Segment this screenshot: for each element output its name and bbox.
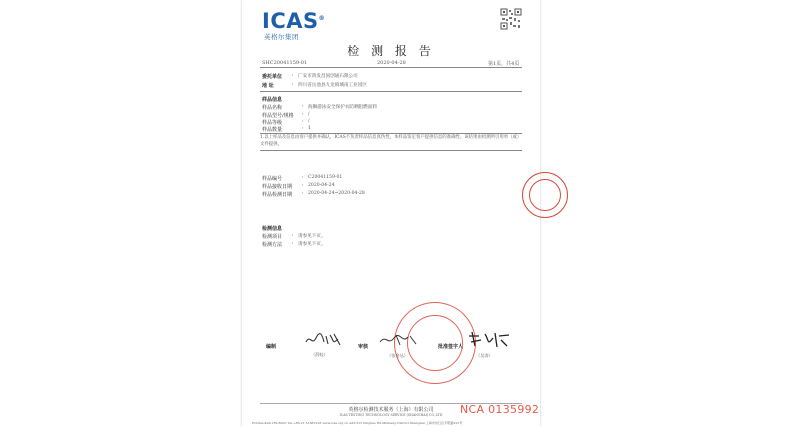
sample-model-label: 样品型号/规格 [262,113,294,119]
sample-name-label: 样品名称 [262,105,283,111]
logo-subtitle: 英格尔集团 [264,33,299,41]
test-methods-label: 检测方法 [262,242,283,248]
sample-quantity-value: 1 [308,126,311,131]
prepared-signature-icon [304,330,344,348]
company-name-cn: 英格尔检测技术服务（上海）有限公司 [348,407,434,413]
company-name-en: ICAS TESTING TECHNOLOGY SERVICE (SHANGHAI) CO.,LTD [339,413,443,417]
divider [260,150,522,151]
test-date-value: 2020-04-24~2020-04-28 [308,191,365,196]
reviewed-signature-icon [378,332,418,348]
report-title: 检 测 报 告 [347,44,435,58]
logo-registered-mark: ® [318,15,326,22]
sample-name-value: 海狮游泳安全保护衣防晒阻燃面料 [308,105,377,110]
divider [260,91,522,92]
reviewed-by-label: 审核 [358,344,369,350]
address-label: 地 址 [262,83,274,89]
serial-number: NCA 0135992 [460,403,540,416]
report-date: 2020-04-28 [377,60,406,66]
test-date-label: 样品检测日期 [262,192,293,198]
sample-grade-label: 样品等级 [262,120,283,126]
prepared-by-label: 编制 [266,344,277,350]
sample-info-label: 样品信息 [262,97,283,103]
sample-id-value: C20041159-01 [308,175,343,180]
test-methods-value: 请参见下页。 [298,242,326,247]
test-info-label: 检测信息 [262,226,283,232]
report-page: ICAS® 英格尔集团 检 测 报 告 SHC20041159-01 2020-04-28 第1页，共4页 委托单位 : 广安市鸿发昌国创通石限公司 地 址 : 四川省岳池县九龙镇城南工业园区 样品信息 样品名称 : 海狮游泳安全保护衣防晒阻燃面料 样品型号/规格 : / 样品等级 : / 样品数量 : 1 1.以上样品及信息由客户提供并确认，ICAS不负责样品信息真伪性，本样品鉴定客户提供信息的准确性。该结果由检测所引用单（或）文件提供。 样品编号 : C20041159-01 样品接收日期 : 2020-04-24 样品检测日期 : 2020-04-24~2020-04-28 检测信息 检测项目 : 请参见下页。 检测方法 : 请参见下页。 编制 （薛蛟） 审核 （张金丛） 批准签字人 （吴涛） 英格尔检测技术服务（上海）有限公司 ICAS TESTING TECHNOLOGY SERVICE (SHANGHAI) CO.,LTD Hotline:400-182-8005 Tel:+86-21-51681918 www.icas.org.cn Add:915 Pingliao Rd,Minhang District,Shanghai 上海市闵行区平阳路915号 NCA 0135992 [242,0,540,427]
client-value: 广安市鸿发昌国创通石限公司 [298,74,358,79]
approved-by-name: （吴涛） [476,353,493,358]
qr-code-icon [500,8,522,30]
prepared-by-name: （薛蛟） [311,352,328,357]
report-number: SHC20041159-01 [262,60,308,66]
received-date-value: 2020-04-24 [308,183,335,188]
approved-signature-icon [467,330,511,350]
test-items-label: 检测项目 [262,234,283,240]
page-number: 第1页，共4页 [488,61,520,67]
sample-model-value: / [308,112,310,117]
icas-logo [262,9,325,33]
test-items-value: 请参见下页。 [298,234,326,239]
sample-id-label: 样品编号 [262,176,283,182]
approved-by-label: 批准签字人 [438,344,464,350]
disclaimer-note: 1.以上样品及信息由客户提供并确认，ICAS不负责样品信息真伪性，本样品鉴定客户提供信息的准确性。该结果由检测所引用单（或）文件提供。 [260,135,522,147]
divider [260,133,522,134]
reviewed-by-name: （张金丛） [387,353,408,358]
sample-quantity-label: 样品数量 [262,127,283,133]
company-stamp-icon [522,172,568,218]
logo-text: ICAS [262,9,319,33]
address-value: 四川省岳池县九龙镇城南工业园区 [298,83,367,88]
client-label: 委托单位 [262,74,283,80]
received-date-label: 样品接收日期 [262,184,293,190]
sample-grade-value: / [308,119,310,124]
contact-info: Hotline:400-182-8005 Tel:+86-21-51681918 www.icas.org.cn Add:915 Pingliao Rd,Minhang District,Shanghai 上海市闵行区平阳路915号 [252,421,463,425]
divider [260,67,522,68]
